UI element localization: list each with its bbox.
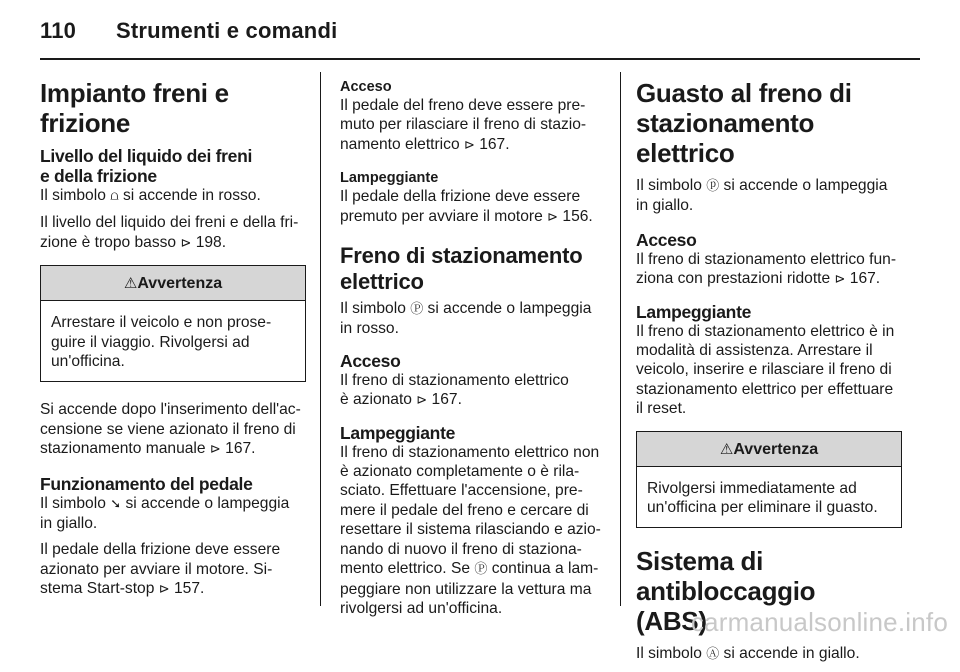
page-ref-icon: ⊳ — [547, 209, 559, 225]
pedal-paragraph-1: Il simbolo ➘ si accende o lampeggia in giallo. — [40, 494, 290, 533]
column-3 — [636, 70, 902, 672]
warning-box-body: Arrestare il veicolo e non prose- guire il viaggio. Rivolgersi ad un'officina. — [51, 314, 272, 371]
column-2 — [340, 78, 606, 625]
warning-box-title: ⚠Avvertenza — [637, 432, 901, 467]
warning-box-body: Rivolgersi immediatamente ad un'officina per eliminare il guasto. — [647, 479, 878, 517]
parking-brake-icon: Ⓟ — [474, 562, 488, 578]
brake-fluid-icon: ⩍ — [110, 189, 119, 204]
acceso-paragraph: Il pedale del freno deve essere pre- muto per rilasciare il freno di stazio- namento elettrico ⊳ 167. — [340, 97, 587, 153]
column-divider-1 — [320, 72, 321, 606]
manual-brake-paragraph: Si accende dopo l'inserimento dell'ac- censione se viene azionato il freno di stazionamento manuale ⊳ 167. — [40, 401, 301, 458]
header-rule — [40, 58, 920, 60]
abs-icon: Ⓐ — [706, 647, 720, 663]
fluid-paragraph-2: Il livello del liquido dei freni e della fri- zione è tropo basso ⊳ 198. — [40, 214, 299, 251]
watermark: carmanualsonline.info — [690, 607, 948, 637]
epb-acceso-heading: Acceso — [340, 350, 401, 371]
parking-brake-fault-icon: ⓟ — [706, 179, 720, 194]
warning-triangle-icon: ⚠ — [719, 439, 734, 458]
pedal-heading: Funzionamento del pedale — [40, 473, 253, 494]
column-1 — [40, 70, 306, 607]
page-ref-icon: ⊳ — [158, 582, 170, 598]
acceso-heading: Acceso — [340, 79, 392, 95]
epb-lampeggiante-paragraph: Il freno di stazionamento elettrico non è azionato completamente o è rila- sciato. Effettuare l'accensione, pre- mere il pedale del freno e cercare di resettare il sistema rilasciando e azio- nando di nuovo il freno di staziona- mento elettrico. Se Ⓟ continua a lam- peggiare non utilizzare la vettura ma rivolgersi ad un'officina. — [340, 443, 601, 617]
lampeggiante-heading: Lampeggiante — [340, 170, 439, 187]
fault-paragraph: Il simbolo ⓟ si accende o lampeggia in giallo. — [636, 177, 888, 215]
section-title: Strumenti e comandi — [116, 18, 338, 43]
epb-heading: Freno di stazionamento elettrico — [340, 243, 583, 295]
page-ref-icon: ⊳ — [180, 235, 192, 251]
section-heading-brakes-clutch: Impianto freni e frizione — [40, 78, 229, 138]
fluid-level-heading: Livello del liquido dei freni e della frizione — [40, 146, 253, 186]
column-divider-2 — [620, 72, 621, 606]
warning-box-1 — [40, 265, 306, 382]
page-ref-icon: ⊳ — [834, 272, 846, 288]
page-number: 110 — [40, 18, 77, 43]
epb-paragraph: Il simbolo Ⓟ si accende o lampeggia in rosso. — [340, 300, 592, 338]
warning-box-2 — [636, 431, 902, 529]
fluid-paragraph-1: Il simbolo ⩍ si accende in rosso. — [40, 187, 261, 204]
epb-lampeggiante-heading: Lampeggiante — [340, 422, 456, 443]
page-header — [40, 18, 337, 44]
warning-triangle-icon: ⚠ — [123, 274, 138, 293]
warning-box-title: ⚠Avvertenza — [41, 266, 305, 301]
page-ref-icon: ⊳ — [416, 393, 428, 409]
parking-brake-icon: Ⓟ — [410, 302, 424, 318]
epb-fault-heading: Guasto al freno di stazionamento elettrico — [636, 78, 852, 168]
fault-acceso-heading: Acceso — [636, 229, 697, 250]
fault-acceso-paragraph: Il freno di stazionamento elettrico fun- ziona con prestazioni ridotte ⊳ 167. — [636, 250, 897, 288]
pedal-icon: ➘ — [110, 496, 122, 512]
fault-lampeggiante-heading: Lampeggiante — [636, 301, 752, 322]
lampeggiante-paragraph: Il pedale della frizione deve essere premuto per avviare il motore ⊳ 156. — [340, 188, 593, 225]
page-ref-icon: ⊳ — [463, 137, 475, 153]
pedal-paragraph-2: Il pedale della frizione deve essere azionato per avviare il motore. Si- stema Start-stop ⊳ 157. — [40, 541, 281, 598]
fault-lampeggiante-paragraph: Il freno di stazionamento elettrico è in modalità di assistenza. Arrestare il veicolo, inserire e rilasciare il freno di stazionamento elettrico per effettuare il reset. — [636, 322, 895, 418]
abs-paragraph: Il simbolo Ⓐ si accende in giallo. — [636, 645, 860, 663]
abs-heading: Sistema di antibloccaggio (ABS) — [636, 546, 816, 637]
epb-acceso-paragraph: Il freno di stazionamento elettrico è azionato ⊳ 167. — [340, 371, 569, 409]
page-ref-icon: ⊳ — [209, 442, 221, 458]
